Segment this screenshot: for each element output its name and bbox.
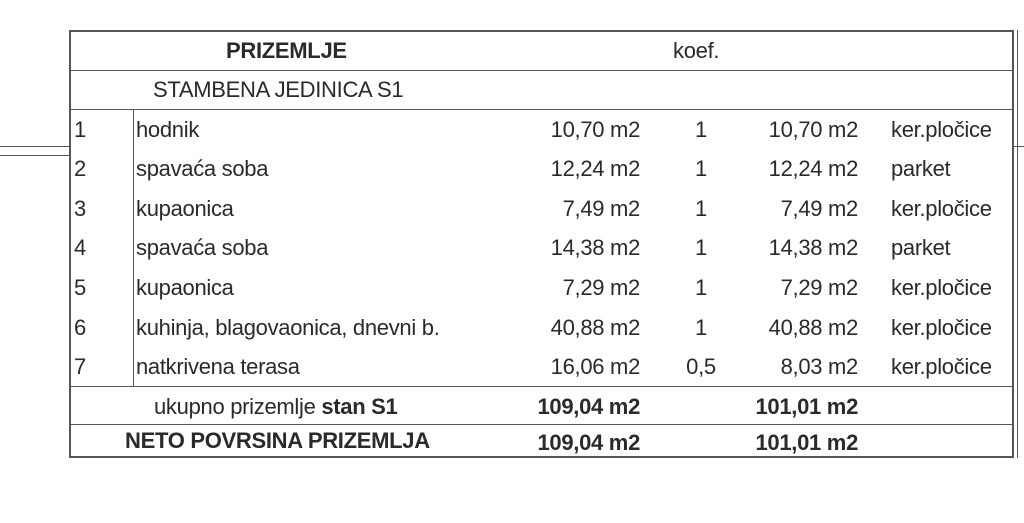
row-number: 4 bbox=[74, 235, 86, 260]
room-net-area: 7,29 m2 bbox=[780, 275, 858, 300]
row-number: 7 bbox=[74, 354, 86, 379]
row-number: 6 bbox=[74, 315, 86, 340]
room-material: ker.pločice bbox=[891, 275, 992, 300]
total-area: 109,04 m2 bbox=[537, 430, 640, 455]
room-material: ker.pločice bbox=[891, 315, 992, 340]
koef-header: koef. bbox=[673, 38, 720, 63]
room-net-area: 40,88 m2 bbox=[768, 315, 858, 340]
room-koef: 1 bbox=[695, 117, 707, 142]
room-area: 7,49 m2 bbox=[562, 196, 640, 221]
room-name: spavaća soba bbox=[136, 235, 269, 260]
total-net-area: 101,01 m2 bbox=[755, 430, 858, 455]
room-name: natkrivena terasa bbox=[136, 354, 300, 379]
room-area: 16,06 m2 bbox=[550, 354, 640, 379]
room-net-area: 8,03 m2 bbox=[780, 354, 858, 379]
room-name: kupaonica bbox=[136, 196, 234, 221]
row-number: 1 bbox=[74, 117, 86, 142]
room-name: spavaća soba bbox=[136, 156, 269, 181]
row-divider bbox=[71, 424, 1012, 425]
row-number: 2 bbox=[74, 156, 86, 181]
room-koef: 1 bbox=[695, 156, 707, 181]
room-koef: 1 bbox=[695, 315, 707, 340]
subtotal-net-area: 101,01 m2 bbox=[755, 394, 858, 419]
subtotal-area: 109,04 m2 bbox=[537, 394, 640, 419]
room-material: parket bbox=[891, 235, 951, 260]
row-divider bbox=[71, 70, 1012, 71]
row-number: 3 bbox=[74, 196, 86, 221]
total-label: NETO POVRSINA PRIZEMLJA bbox=[125, 428, 430, 453]
room-area: 14,38 m2 bbox=[550, 235, 640, 260]
row-number: 5 bbox=[74, 275, 86, 300]
drawing-line-right bbox=[1014, 146, 1024, 147]
room-area: 7,29 m2 bbox=[562, 275, 640, 300]
drawing-line-left-lower bbox=[0, 155, 70, 156]
room-koef: 0,5 bbox=[686, 354, 716, 379]
column-divider bbox=[133, 110, 134, 386]
drawing-line-right-vertical bbox=[1017, 30, 1018, 458]
room-name: kupaonica bbox=[136, 275, 234, 300]
room-name: hodnik bbox=[136, 117, 200, 142]
room-name: kuhinja, blagovaonica, dnevni b. bbox=[136, 315, 440, 340]
room-material: parket bbox=[891, 156, 951, 181]
room-koef: 1 bbox=[695, 196, 707, 221]
subtotal-label-prefix: ukupno prizemlje bbox=[154, 394, 322, 419]
room-koef: 1 bbox=[695, 235, 707, 260]
drawing-line-left-upper bbox=[0, 146, 70, 147]
subtotal-label-unit: stan S1 bbox=[321, 394, 398, 419]
room-net-area: 10,70 m2 bbox=[768, 117, 858, 142]
room-area: 10,70 m2 bbox=[550, 117, 640, 142]
unit-title: STAMBENA JEDINICA S1 bbox=[153, 77, 404, 102]
room-area: 12,24 m2 bbox=[550, 156, 640, 181]
room-koef: 1 bbox=[695, 275, 707, 300]
room-material: ker.pločice bbox=[891, 196, 992, 221]
section-title: PRIZEMLJE bbox=[226, 38, 347, 63]
row-divider bbox=[71, 109, 1012, 110]
subtotal-label bbox=[154, 396, 398, 418]
room-net-area: 7,49 m2 bbox=[780, 196, 858, 221]
room-material: ker.pločice bbox=[891, 354, 992, 379]
room-net-area: 12,24 m2 bbox=[768, 156, 858, 181]
room-material: ker.pločice bbox=[891, 117, 992, 142]
row-divider bbox=[71, 386, 1012, 387]
room-area-table bbox=[69, 30, 1014, 458]
room-net-area: 14,38 m2 bbox=[768, 235, 858, 260]
room-area: 40,88 m2 bbox=[550, 315, 640, 340]
